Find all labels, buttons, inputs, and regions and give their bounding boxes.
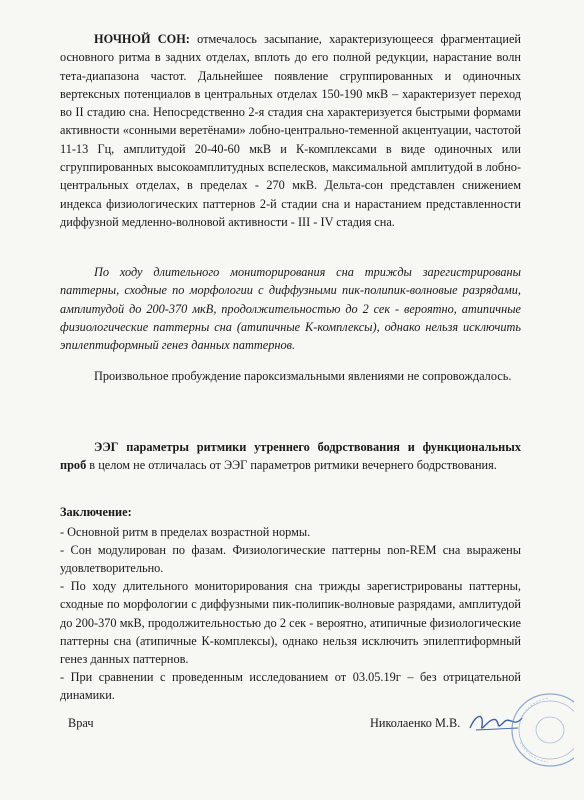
awakening-paragraph: Произвольное пробуждение пароксизмальными явлениями не сопровождалось.: [94, 369, 512, 383]
morning-eeg-heading: ЭЭГ параметры ритмики утреннего бодрствования и функциональных проб: [60, 440, 521, 473]
night-sleep-paragraph: [60, 30, 521, 231]
morning-eeg-paragraph: [60, 438, 521, 475]
conclusion-item: - Основной ритм в пределах возрастной нормы.: [60, 525, 311, 539]
monitoring-paragraph: По ходу длительного мониторирования сна трижды зарегистрированы паттерны, сходные по морфологии с диффузными пик-полипик-волновые разрядами, амплитудой до 200-370 мкВ, продолжительностью до 2 сек - вероятно, атипичные физиологические паттерны сна (атипичные К-комплексы), однако нельзя исключить эпилептиформный генез данных паттернов.: [60, 265, 521, 353]
night-sleep-text: отмечалось засыпание, характеризующееся фрагментацией основного ритма в задних отделах, вплоть до его полной редукции, нарастание волн тета-диапазона частот. Дальнейшее появление сгруппированных и одиночных вертексных потенциалов в центральных отделах 150-190 мкВ – характеризует переход во II стадию сна. Непосредственно 2-я стадия сна характеризуется быстрыми формами активности «сонными веретёнами» лобно-центрально-теменной акцентуации, частотой 11-13 Гц, амплитудой 20-40-60 мкВ и К-комплексами в виде одиночных или сгруппированных высокоамплитудных вспелесков, максимальной амплитудой в лобно-центральных отделах, в пределах - 270 мкВ. Дельта-сон представлен снижением индекса физиологических паттернов 2-й стадии сна и нарастанием представленности диффузной медленно-волновой активности - III - IV стадия сна.: [60, 32, 521, 229]
doctor-label: Врач: [68, 716, 94, 730]
morning-eeg-text: в целом не отличалась от ЭЭГ параметров ритмики вечернего бодрствования.: [86, 458, 497, 473]
round-stamp-seal: [508, 690, 574, 768]
conclusion-item: - По ходу длительного мониторирования сна трижды зарегистрированы паттерны, сходные по морфологии с диффузными пик-полипик-волновые разрядами, амплитудой до 200-370 мкВ, продолжительностью до 2 сек - вероятно, атипичные физиологические паттерны сна (атипичные К-комплексы), однако нельзя исключить эпилептиформный генез данных паттернов.: [60, 579, 521, 667]
night-sleep-heading: НОЧНОЙ СОН:: [94, 32, 190, 46]
conclusion-item: - Сон модулирован по фазам. Физиологические паттерны non-REM сна выражены удовлетворительно.: [60, 543, 521, 576]
doctor-name: Николаенко М.В.: [370, 716, 461, 730]
conclusion-title: Заключение:: [60, 505, 132, 519]
conclusion-item: - При сравнении с проведенным исследованием от 03.05.19г – без отрицательной динамики.: [60, 670, 521, 703]
